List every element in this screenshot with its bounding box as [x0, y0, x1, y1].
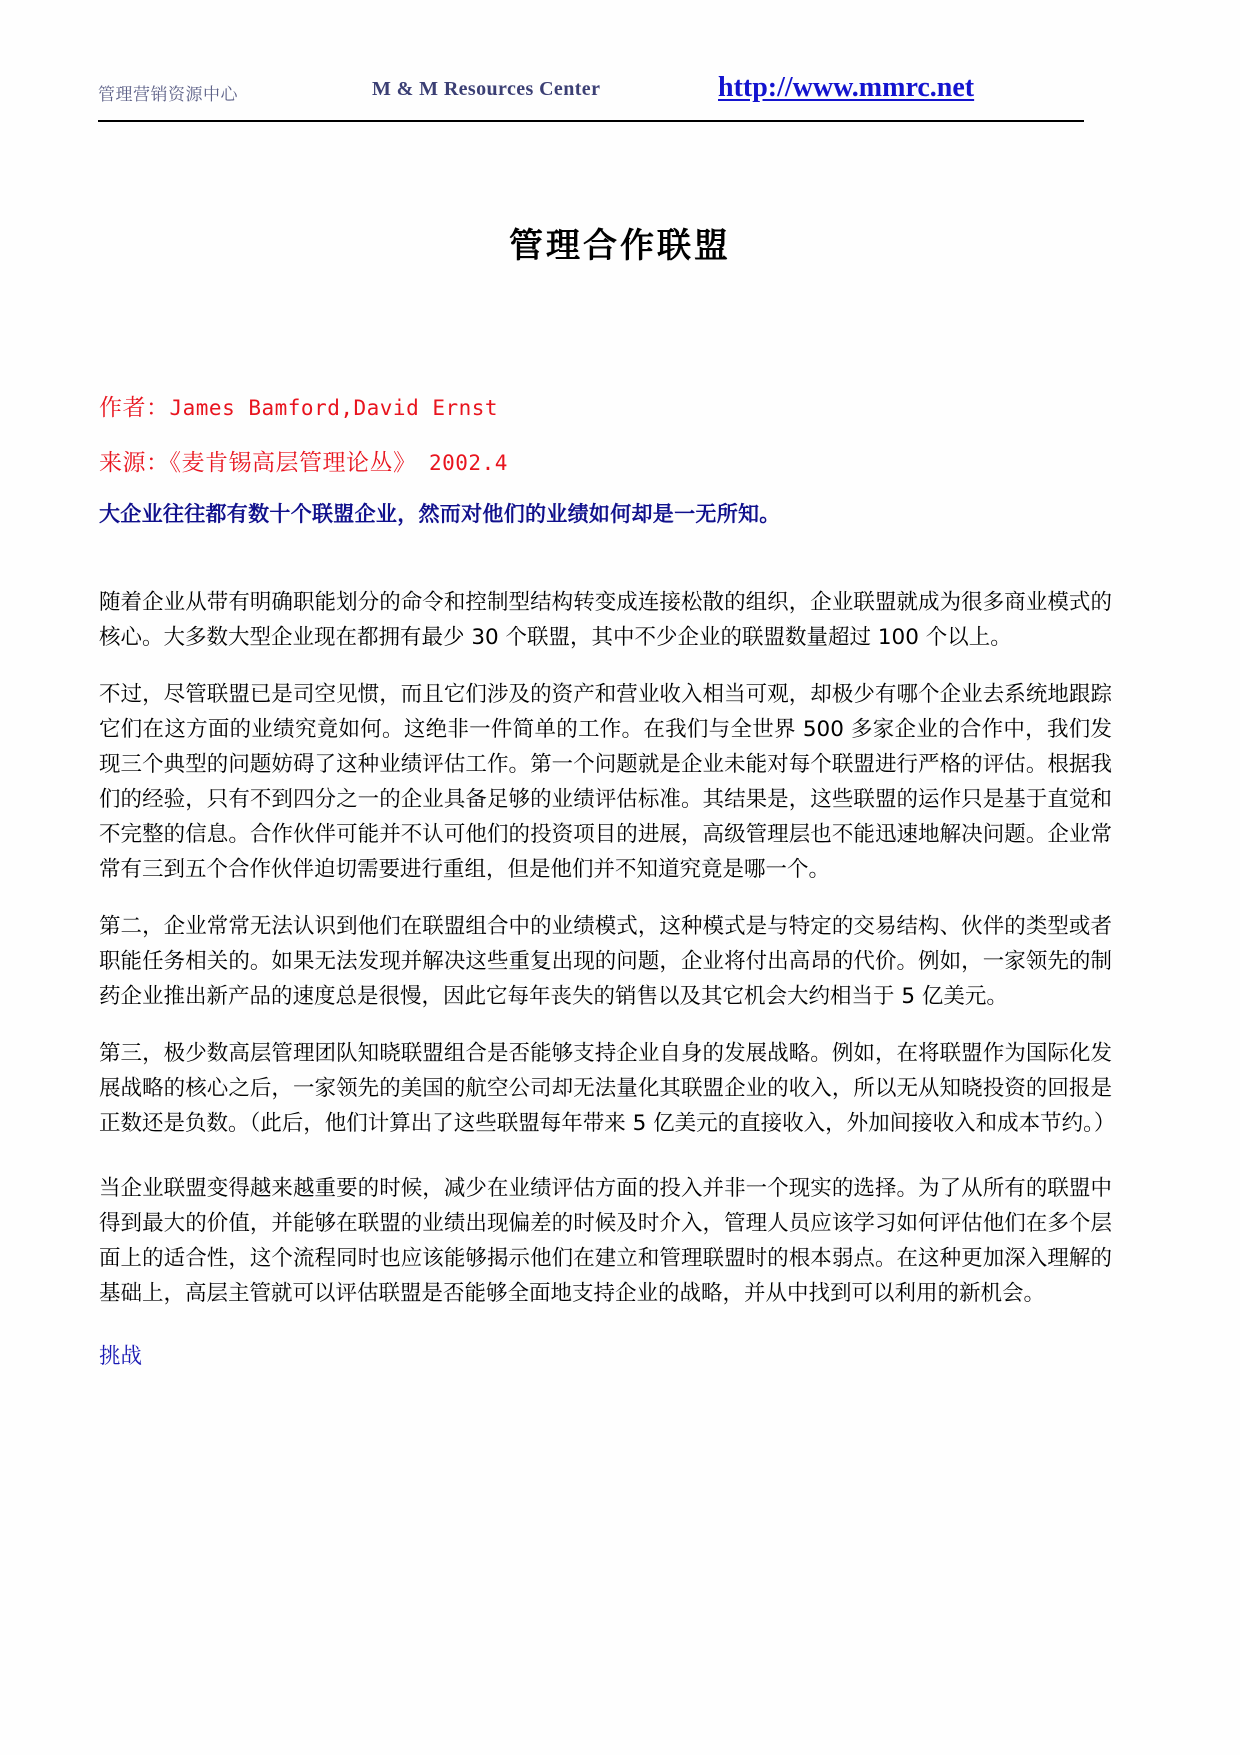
- source-name: 《麦肯锡高层管理论丛》: [169, 450, 417, 475]
- body-paragraph: 第二，企业常常无法认识到他们在联盟组合中的业绩模式，这种模式是与特定的交易结构、伙伴的类型或者职能任务相关的。如果无法发现并解决这些重复出现的问题，企业将付出高昂的代价。例如，一家领先的制药企业推出新产品的速度总是很慢，因此它每年丧失的销售以及其它机会大约相当于 5 亿美元。: [99, 914, 1112, 1009]
- header-site-name-cn: 管理营销资源中心: [98, 85, 238, 105]
- author-names: James Bamford,David Ernst: [169, 396, 499, 420]
- author-label: 作者：: [99, 395, 170, 420]
- body-paragraph: 当企业联盟变得越来越重要的时候，减少在业绩评估方面的投入并非一个现实的选择。为了从所有的联盟中得到最大的价值，并能够在联盟的业绩出现偏差的时候及时介入，管理人员应该学习如何评估他们在多个层面上的适合性，这个流程同时也应该能够揭示他们在建立和管理联盟时的根本弱点。在这种更加深入理解的基础上，高层主管就可以评估联盟是否能够全面地支持企业的战略，并从中找到可以利用的新机会。: [99, 1176, 1112, 1306]
- article-body: [99, 585, 1116, 1373]
- author-line: [99, 389, 498, 422]
- article-subtitle: 大企业往往都有数十个联盟企业，然而对他们的业绩如何却是一无所知。: [99, 502, 781, 526]
- header-divider: [98, 120, 1084, 122]
- source-line: [99, 444, 508, 477]
- source-label: 来源：: [99, 450, 170, 475]
- source-issue: 2002.4: [429, 451, 508, 475]
- page-header: [98, 72, 1098, 118]
- header-site-url[interactable]: http://www.mmrc.net: [718, 72, 975, 103]
- body-paragraph: 第三，极少数高层管理团队知晓联盟组合是否能够支持企业自身的发展战略。例如，在将联盟作为国际化发展战略的核心之后，一家领先的美国的航空公司却无法量化其联盟企业的收入，所以无从知晓投资的回报是正数还是负数。（此后，他们计算出了这些联盟每年带来 5 亿美元的直接收入，外加间接收入和成本节约。）: [99, 1041, 1116, 1136]
- header-site-name-en: M & M Resources Center: [372, 78, 601, 100]
- page-title: 管理合作联盟: [509, 226, 731, 266]
- section-heading-challenge: 挑战: [99, 1344, 143, 1369]
- body-paragraph: 不过，尽管联盟已是司空见惯，而且它们涉及的资产和营业收入相当可观，却极少有哪个企业去系统地跟踪它们在这方面的业绩究竟如何。这绝非一件简单的工作。在我们与全世界 500 多家企业的合作中，我们发现三个典型的问题妨碍了这种业绩评估工作。第一个问题就是企业未能对每个联盟进行严格的评估。根据我们的经验，只有不到四分之一的企业具备足够的业绩评估标准。其结果是，这些联盟的运作只是基于直觉和不完整的信息。合作伙伴可能并不认可他们的投资项目的进展，高级管理层也不能迅速地解决问题。企业常常有三到五个合作伙伴迫切需要进行重组，但是他们并不知道究竟是哪一个。: [99, 682, 1112, 882]
- body-paragraph: 随着企业从带有明确职能划分的命令和控制型结构转变成连接松散的组织，企业联盟就成为很多商业模式的核心。大多数大型企业现在都拥有最少 30 个联盟，其中不少企业的联盟数量超过 100 个以上。: [99, 590, 1112, 650]
